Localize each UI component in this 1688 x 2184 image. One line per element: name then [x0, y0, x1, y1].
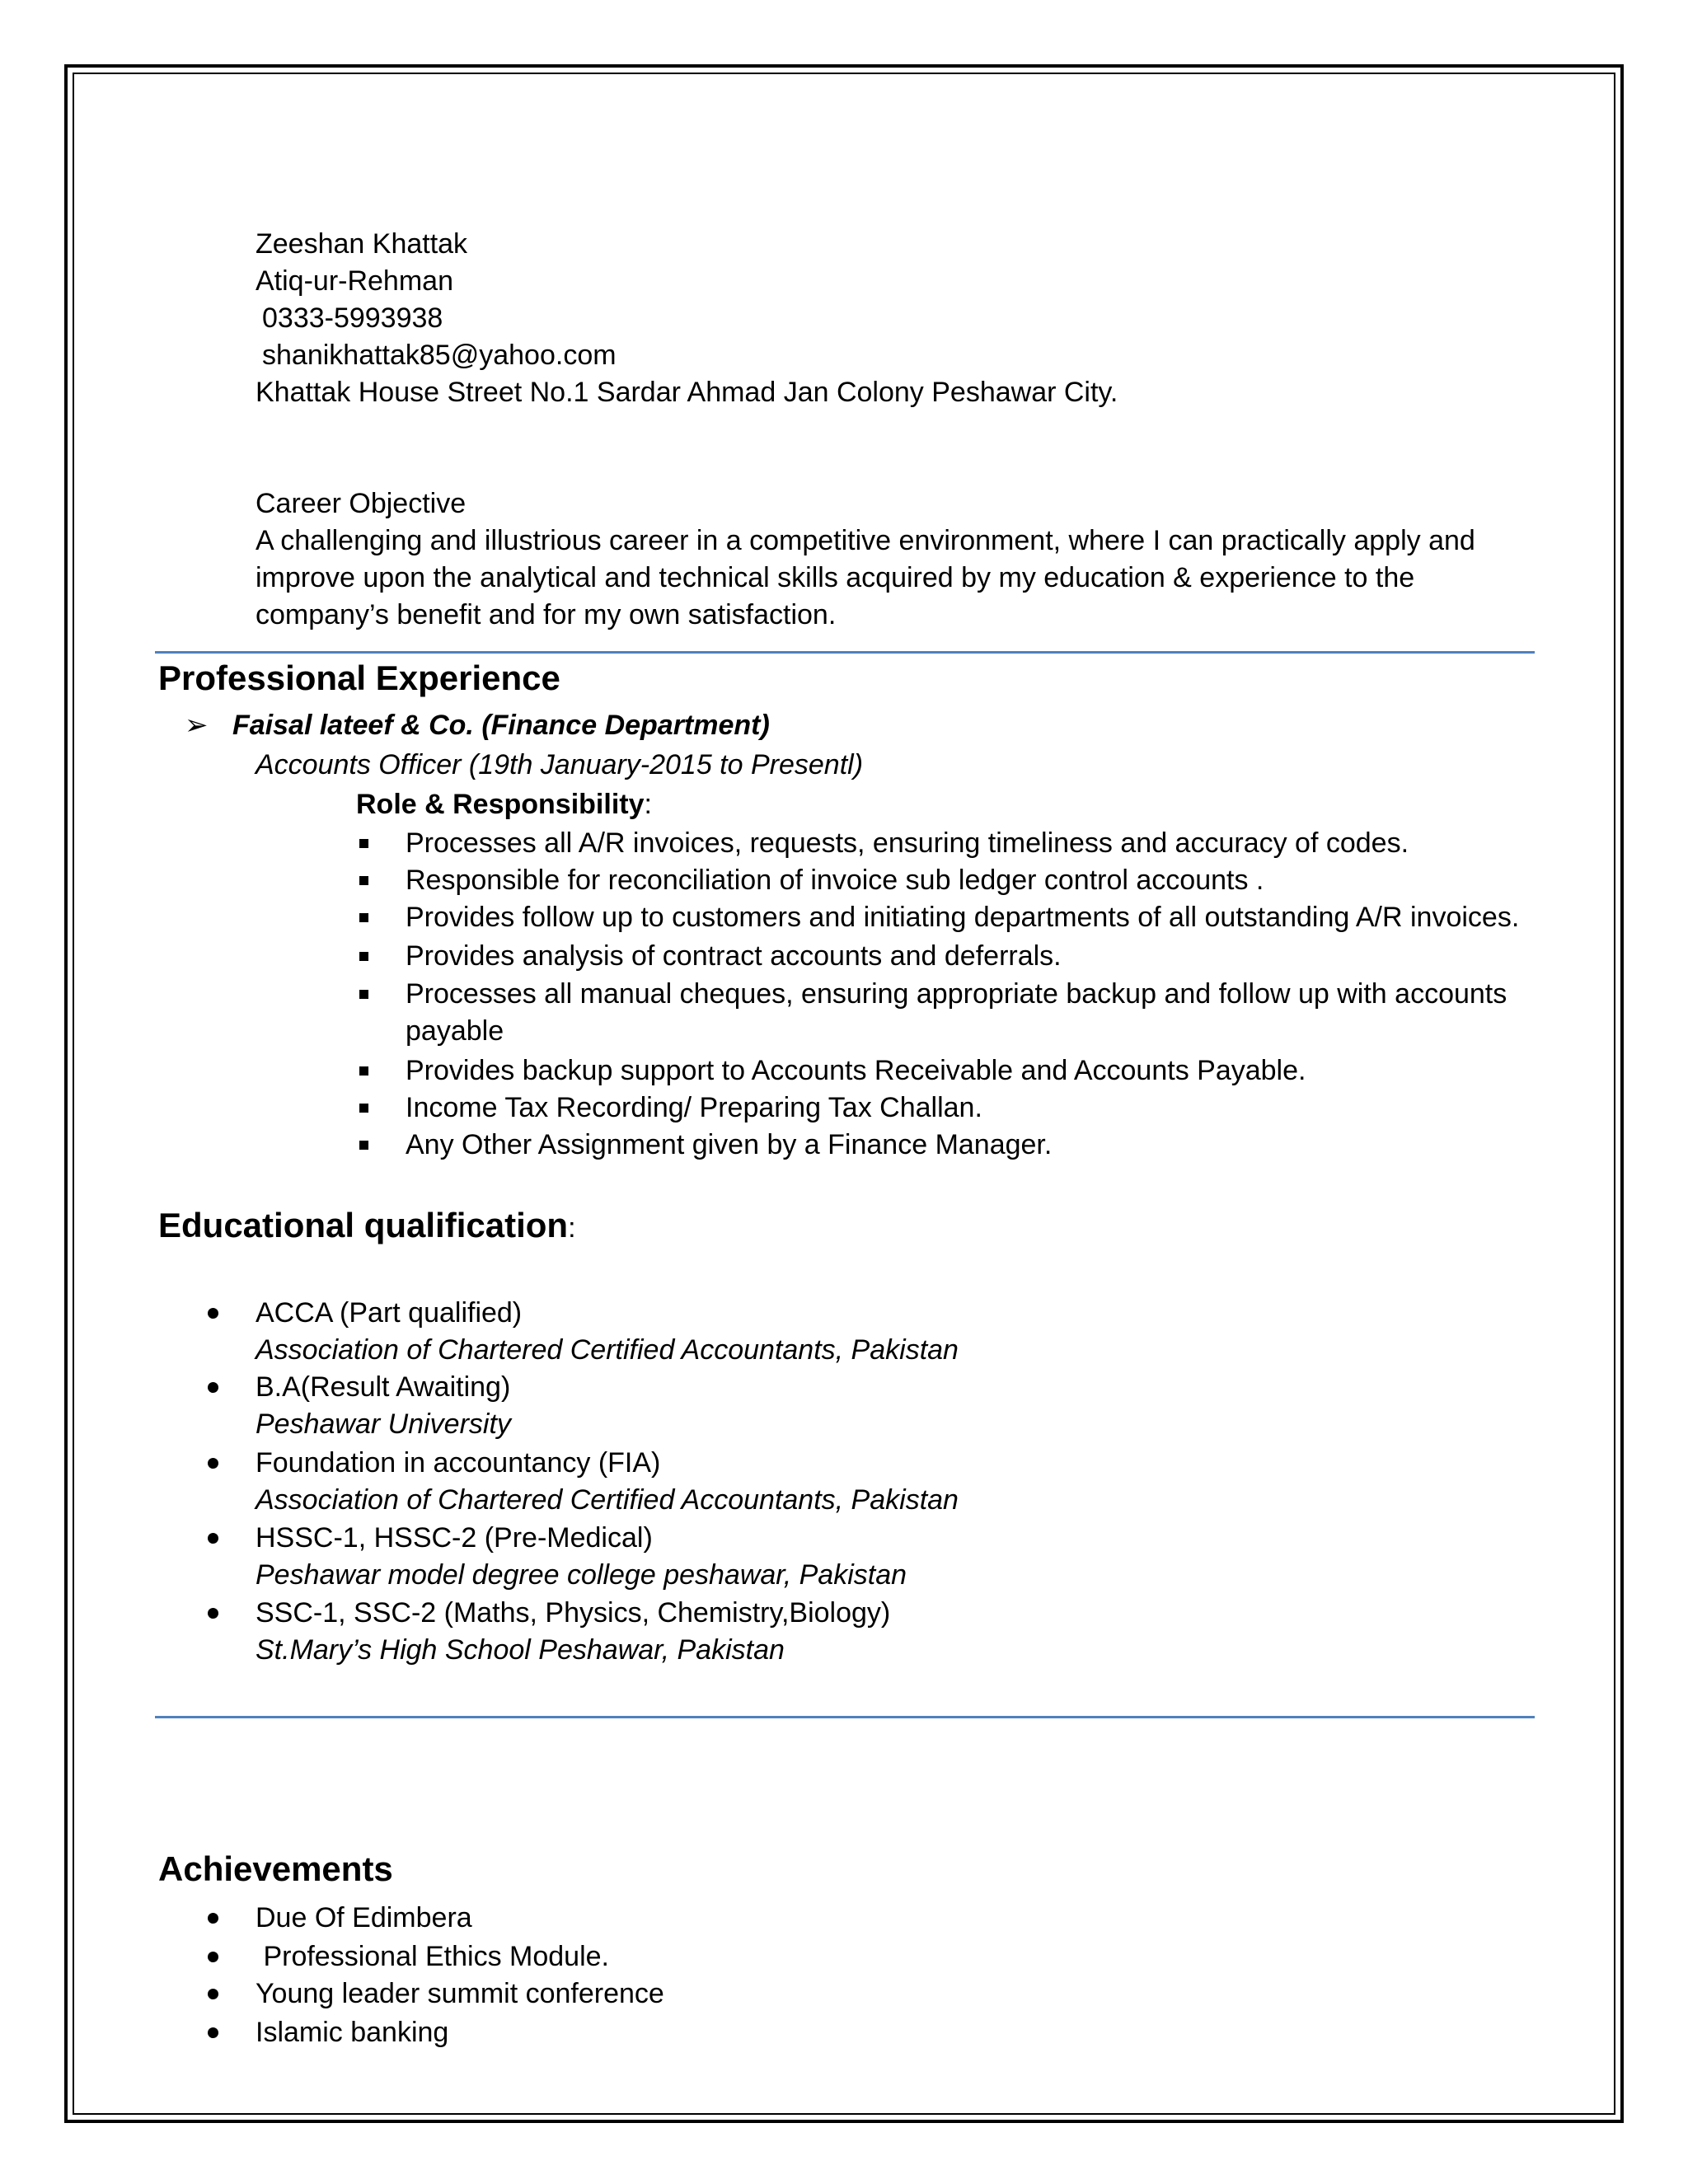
round-bullet-icon	[208, 1913, 218, 1924]
role-label: Role & Responsibility	[356, 789, 645, 820]
section-divider	[155, 651, 1535, 654]
contact-name: Zeeshan Khattak	[256, 228, 468, 260]
square-bullet-icon	[359, 1104, 368, 1113]
round-bullet-icon	[208, 1458, 218, 1469]
experience-company: Faisal lateef & Co. (Finance Department)	[232, 710, 770, 741]
duty-item: Provides follow up to customers and initiating departments of all outstanding A/R invoices.	[406, 902, 1520, 933]
objective-title: Career Objective	[256, 488, 467, 519]
round-bullet-icon	[208, 2027, 218, 2038]
achievement-item: Professional Ethics Module.	[256, 1941, 609, 1972]
square-bullet-icon	[359, 913, 368, 922]
education-institution: Peshawar University	[256, 1408, 511, 1440]
duty-item: Processes all manual cheques, ensuring appropriate backup and follow up with accounts	[406, 978, 1507, 1010]
experience-heading: Professional Experience	[158, 658, 560, 697]
contact-address: Khattak House Street No.1 Sardar Ahmad Jan Colony Peshawar City.	[256, 377, 1118, 408]
duty-item: Processes all A/R invoices, requests, ensuring timeliness and accuracy of codes.	[406, 827, 1409, 859]
square-bullet-icon	[359, 876, 368, 885]
square-bullet-icon	[359, 839, 368, 848]
education-institution: St.Mary’s High School Peshawar, Pakistan	[256, 1634, 785, 1666]
achievement-item: Due Of Edimbera	[256, 1902, 472, 1933]
duty-item: Provides analysis of contract accounts and deferrals.	[406, 940, 1062, 972]
objective-line: company’s benefit and for my own satisfaction.	[256, 599, 837, 630]
contact-father-name: Atiq-ur-Rehman	[256, 265, 453, 297]
achievement-item: Islamic banking	[256, 2017, 449, 2048]
duty-item: Income Tax Recording/ Preparing Tax Challan.	[406, 1092, 982, 1123]
education-institution: Association of Chartered Certified Accountants, Pakistan	[256, 1484, 959, 1516]
section-divider	[155, 1716, 1535, 1718]
education-institution: Association of Chartered Certified Accountants, Pakistan	[256, 1334, 959, 1366]
experience-position: Accounts Officer (19th January-2015 to Presentl)	[256, 749, 864, 780]
role-label-row	[356, 786, 652, 823]
education-title: SSC-1, SSC-2 (Maths, Physics, Chemistry,Biology)	[256, 1597, 891, 1629]
education-heading-colon: :	[568, 1212, 576, 1244]
education-institution: Peshawar model degree college peshawar, Pakistan	[256, 1559, 907, 1591]
duty-item: Responsible for reconciliation of invoice sub ledger control accounts .	[406, 865, 1264, 896]
education-title: ACCA (Part qualified)	[256, 1297, 523, 1329]
objective-line: improve upon the analytical and technical skills acquired by my education & experience to the	[256, 562, 1415, 593]
contact-phone: 0333-5993938	[262, 302, 443, 334]
round-bullet-icon	[208, 1382, 218, 1393]
duty-item: Any Other Assignment given by a Finance Manager.	[406, 1129, 1053, 1160]
round-bullet-icon	[208, 1952, 218, 1962]
education-title: Foundation in accountancy (FIA)	[256, 1447, 661, 1479]
round-bullet-icon	[208, 1308, 218, 1319]
education-heading-row	[158, 1205, 576, 1247]
square-bullet-icon	[359, 952, 368, 961]
duty-item-continuation: payable	[406, 1015, 504, 1047]
square-bullet-icon	[359, 1066, 368, 1076]
objective-line: A challenging and illustrious career in a competitive environment, where I can practically apply and	[256, 525, 1475, 556]
square-bullet-icon	[359, 1141, 368, 1150]
round-bullet-icon	[208, 1533, 218, 1544]
contact-email: shanikhattak85@yahoo.com	[262, 340, 617, 371]
round-bullet-icon	[208, 1608, 218, 1619]
square-bullet-icon	[359, 990, 368, 999]
achievements-heading: Achievements	[158, 1849, 393, 1888]
round-bullet-icon	[208, 1989, 218, 1999]
arrow-bullet-icon: ➢	[185, 710, 209, 741]
role-label-colon: :	[644, 789, 652, 820]
duty-item: Provides backup support to Accounts Receivable and Accounts Payable.	[406, 1055, 1306, 1086]
achievement-item: Young leader summit conference	[256, 1978, 664, 2009]
education-title: HSSC-1, HSSC-2 (Pre-Medical)	[256, 1522, 653, 1554]
education-title: B.A(Result Awaiting)	[256, 1371, 511, 1403]
education-heading: Educational qualification	[158, 1206, 569, 1244]
